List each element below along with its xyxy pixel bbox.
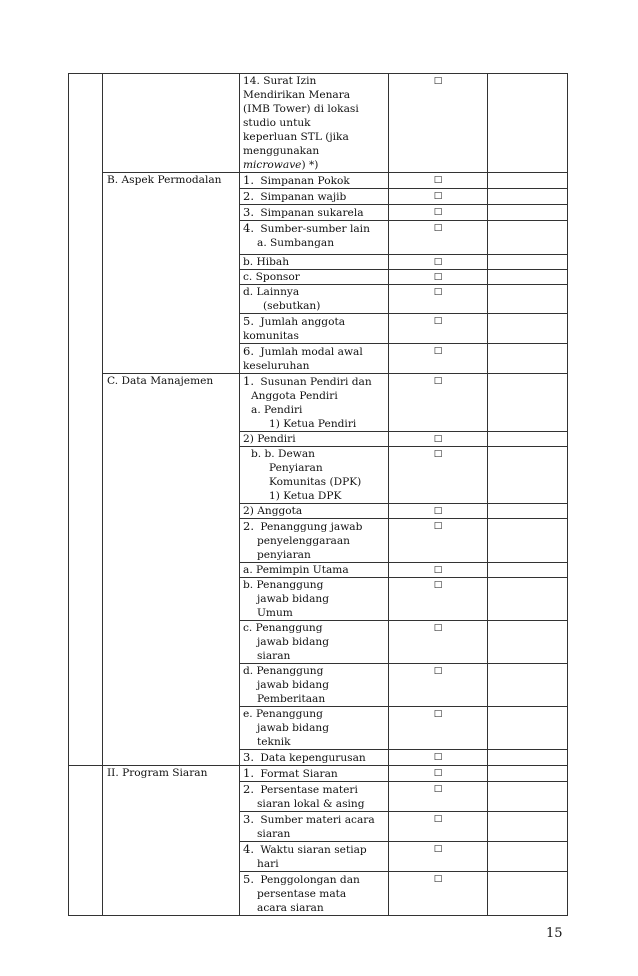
item-line: b. Penanggung xyxy=(243,579,324,591)
item-line xyxy=(243,158,388,172)
notes-cell xyxy=(488,344,568,374)
item-text: Waktu siaran setiap xyxy=(260,844,367,856)
notes-cell xyxy=(488,621,568,664)
item-number: 1. xyxy=(243,766,254,780)
item-italic: microwave xyxy=(243,159,302,171)
item-number: 4. xyxy=(243,221,254,235)
notes-cell xyxy=(488,432,568,447)
category-cell xyxy=(103,74,240,173)
item-cell xyxy=(240,285,389,314)
item-line xyxy=(243,872,388,887)
item-line xyxy=(243,782,388,797)
checkbox-cell[interactable]: □ xyxy=(389,621,488,664)
item-cell xyxy=(240,447,389,504)
number-cell xyxy=(69,74,103,766)
item-text: Sumber-sumber lain xyxy=(260,223,370,235)
item-text: Simpanan wajib xyxy=(260,191,347,203)
notes-cell xyxy=(488,285,568,314)
item-line: c. Penanggung xyxy=(243,622,323,634)
item-text: Penanggung jawab xyxy=(260,521,363,533)
checkbox-cell[interactable]: □ xyxy=(389,872,488,916)
item-cell xyxy=(240,812,389,842)
checkbox-cell[interactable]: □ xyxy=(389,842,488,872)
item-cell xyxy=(240,173,389,189)
page-number: 15 xyxy=(546,926,563,941)
notes-cell xyxy=(488,664,568,707)
checkbox-cell[interactable]: □ xyxy=(389,255,488,270)
item-cell: 2) Anggota xyxy=(240,504,389,519)
item-number: 3. xyxy=(243,812,254,826)
item-number: 4. xyxy=(243,842,254,856)
item-number: 6. xyxy=(243,344,254,358)
item-line xyxy=(243,812,388,827)
item-line: persentase mata xyxy=(257,888,347,900)
item-cell xyxy=(240,707,389,750)
item-number: 1. xyxy=(243,374,254,388)
item-line: jawab bidang xyxy=(257,593,330,605)
item-line: Umum xyxy=(257,607,293,619)
item-subline: a. Sumbangan xyxy=(257,237,335,249)
item-line xyxy=(243,519,388,534)
notes-cell xyxy=(488,504,568,519)
item-cell xyxy=(240,344,389,374)
item-text: Format Siaran xyxy=(260,768,338,780)
item-line: studio untuk xyxy=(243,117,311,129)
item-cell xyxy=(240,750,389,766)
item-cell: b. Hibah xyxy=(240,255,389,270)
item-number: 2. xyxy=(243,782,254,796)
item-line: jawab bidang xyxy=(257,636,330,648)
item-tail: ) *) xyxy=(301,159,319,171)
item-line: Penyiaran xyxy=(269,462,323,474)
notes-cell xyxy=(488,447,568,504)
item-cell xyxy=(240,189,389,205)
item-line: d. Penanggung xyxy=(243,665,324,677)
item-number: 3. xyxy=(243,205,254,219)
checkbox-cell[interactable]: □ xyxy=(389,664,488,707)
notes-cell xyxy=(488,205,568,221)
item-line: menggunakan xyxy=(243,145,320,157)
table-row xyxy=(69,766,568,782)
notes-cell xyxy=(488,842,568,872)
item-line xyxy=(243,221,388,236)
notes-cell xyxy=(488,707,568,750)
item-line: siaran lokal & asing xyxy=(257,798,365,810)
item-cell: c. Sponsor xyxy=(240,270,389,285)
checkbox-cell[interactable]: □ xyxy=(389,766,488,782)
checkbox-cell[interactable]: □ xyxy=(389,432,488,447)
item-line: Komunitas (DPK) xyxy=(269,476,362,488)
item-line: (IMB Tower) di lokasi xyxy=(243,103,359,115)
item-line xyxy=(243,344,388,359)
checklist-table xyxy=(68,73,568,916)
item-cell xyxy=(240,519,389,563)
item-cell xyxy=(240,782,389,812)
checkbox-cell[interactable]: □ xyxy=(389,205,488,221)
checkbox-cell[interactable]: □ xyxy=(389,314,488,344)
item-cell xyxy=(240,205,389,221)
checkbox-cell[interactable]: □ xyxy=(389,221,488,255)
notes-cell xyxy=(488,189,568,205)
item-line: siaran xyxy=(257,828,291,840)
checkbox-cell[interactable]: □ xyxy=(389,74,488,173)
checkbox-cell[interactable]: □ xyxy=(389,519,488,563)
item-cell xyxy=(240,221,389,255)
checkbox-cell[interactable]: □ xyxy=(389,374,488,432)
notes-cell xyxy=(488,221,568,255)
checkbox-cell[interactable]: □ xyxy=(389,782,488,812)
item-line: 1) Ketua DPK xyxy=(269,490,342,502)
item-cell xyxy=(240,374,389,432)
item-cell xyxy=(240,74,389,173)
item-cell: 2) Pendiri xyxy=(240,432,389,447)
notes-cell xyxy=(488,750,568,766)
item-number: 2. xyxy=(243,519,254,533)
item-line: d. Lainnya xyxy=(243,286,300,298)
item-text: Penggolongan dan xyxy=(260,874,360,886)
item-line: a. Pendiri xyxy=(251,404,303,416)
item-text: Simpanan Pokok xyxy=(260,175,350,187)
item-line: 1) Ketua Pendiri xyxy=(269,418,357,430)
item-line: siaran xyxy=(257,650,291,662)
table-row xyxy=(69,374,568,432)
checkbox-cell[interactable]: □ xyxy=(389,173,488,189)
notes-cell xyxy=(488,812,568,842)
item-line: hari xyxy=(257,858,279,870)
checkbox-cell[interactable]: □ xyxy=(389,750,488,766)
notes-cell xyxy=(488,270,568,285)
notes-cell xyxy=(488,255,568,270)
item-cell xyxy=(240,664,389,707)
item-cell xyxy=(240,578,389,621)
notes-cell xyxy=(488,782,568,812)
checkbox-cell[interactable]: □ xyxy=(389,578,488,621)
checkbox-cell[interactable]: □ xyxy=(389,189,488,205)
item-number: 5. xyxy=(243,314,254,328)
item-text: Jumlah modal awal xyxy=(260,346,363,358)
number-cell xyxy=(69,766,103,916)
item-line: (sebutkan) xyxy=(263,300,321,312)
notes-cell xyxy=(488,173,568,189)
item-line: penyelenggaraan xyxy=(257,535,351,547)
checkbox-cell[interactable]: □ xyxy=(389,344,488,374)
notes-cell xyxy=(488,872,568,916)
item-line: acara siaran xyxy=(257,902,324,914)
notes-cell xyxy=(488,766,568,782)
table-row xyxy=(69,173,568,189)
item-line xyxy=(243,314,388,329)
item-line xyxy=(243,374,388,389)
item-line xyxy=(243,842,388,857)
item-line: e. Penanggung xyxy=(243,708,323,720)
item-number: 2. xyxy=(243,189,254,203)
category-label: B. Aspek Permodalan xyxy=(103,173,240,374)
notes-cell xyxy=(488,519,568,563)
checkbox-cell[interactable]: □ xyxy=(389,285,488,314)
item-number: 3. xyxy=(243,750,254,764)
item-line: penyiaran xyxy=(257,549,311,561)
notes-cell xyxy=(488,314,568,344)
checkbox-cell[interactable]: □ xyxy=(389,563,488,578)
notes-cell xyxy=(488,374,568,432)
checkbox-cell[interactable]: □ xyxy=(389,812,488,842)
item-cell xyxy=(240,621,389,664)
item-cell xyxy=(240,842,389,872)
item-number: 1. xyxy=(243,173,254,187)
checkbox-cell[interactable]: □ xyxy=(389,270,488,285)
item-line: 14. Surat Izin xyxy=(243,75,317,87)
checkbox-cell[interactable]: □ xyxy=(389,447,488,504)
item-text: Simpanan sukarela xyxy=(260,207,364,219)
item-text: Sumber materi acara xyxy=(260,814,375,826)
notes-cell xyxy=(488,578,568,621)
item-cell xyxy=(240,766,389,782)
item-line: b. b. Dewan xyxy=(251,448,316,460)
item-text: Data kepengurusan xyxy=(260,752,366,764)
item-cell xyxy=(240,872,389,916)
checkbox-cell[interactable]: □ xyxy=(389,707,488,750)
category-label: C. Data Manajemen xyxy=(103,374,240,766)
notes-cell xyxy=(488,74,568,173)
item-cell: a. Pemimpin Utama xyxy=(240,563,389,578)
item-line: Mendirikan Menara xyxy=(243,89,351,101)
item-cell xyxy=(240,314,389,344)
category-label: II. Program Siaran xyxy=(103,766,240,916)
checkbox-cell[interactable]: □ xyxy=(389,504,488,519)
item-line: teknik xyxy=(257,736,291,748)
item-line: Pemberitaan xyxy=(257,693,326,705)
item-line: keseluruhan xyxy=(243,360,310,372)
table-row xyxy=(69,74,568,173)
item-line: jawab bidang xyxy=(257,722,330,734)
notes-cell xyxy=(488,563,568,578)
item-line: jawab bidang xyxy=(257,679,330,691)
item-text: Persentase materi xyxy=(260,784,358,796)
item-text: Susunan Pendiri dan xyxy=(260,376,372,388)
item-line: Anggota Pendiri xyxy=(251,390,338,402)
item-text: Jumlah anggota xyxy=(260,316,346,328)
item-line: komunitas xyxy=(243,330,299,342)
item-number: 5. xyxy=(243,872,254,886)
item-line: keperluan STL (jika xyxy=(243,131,349,143)
